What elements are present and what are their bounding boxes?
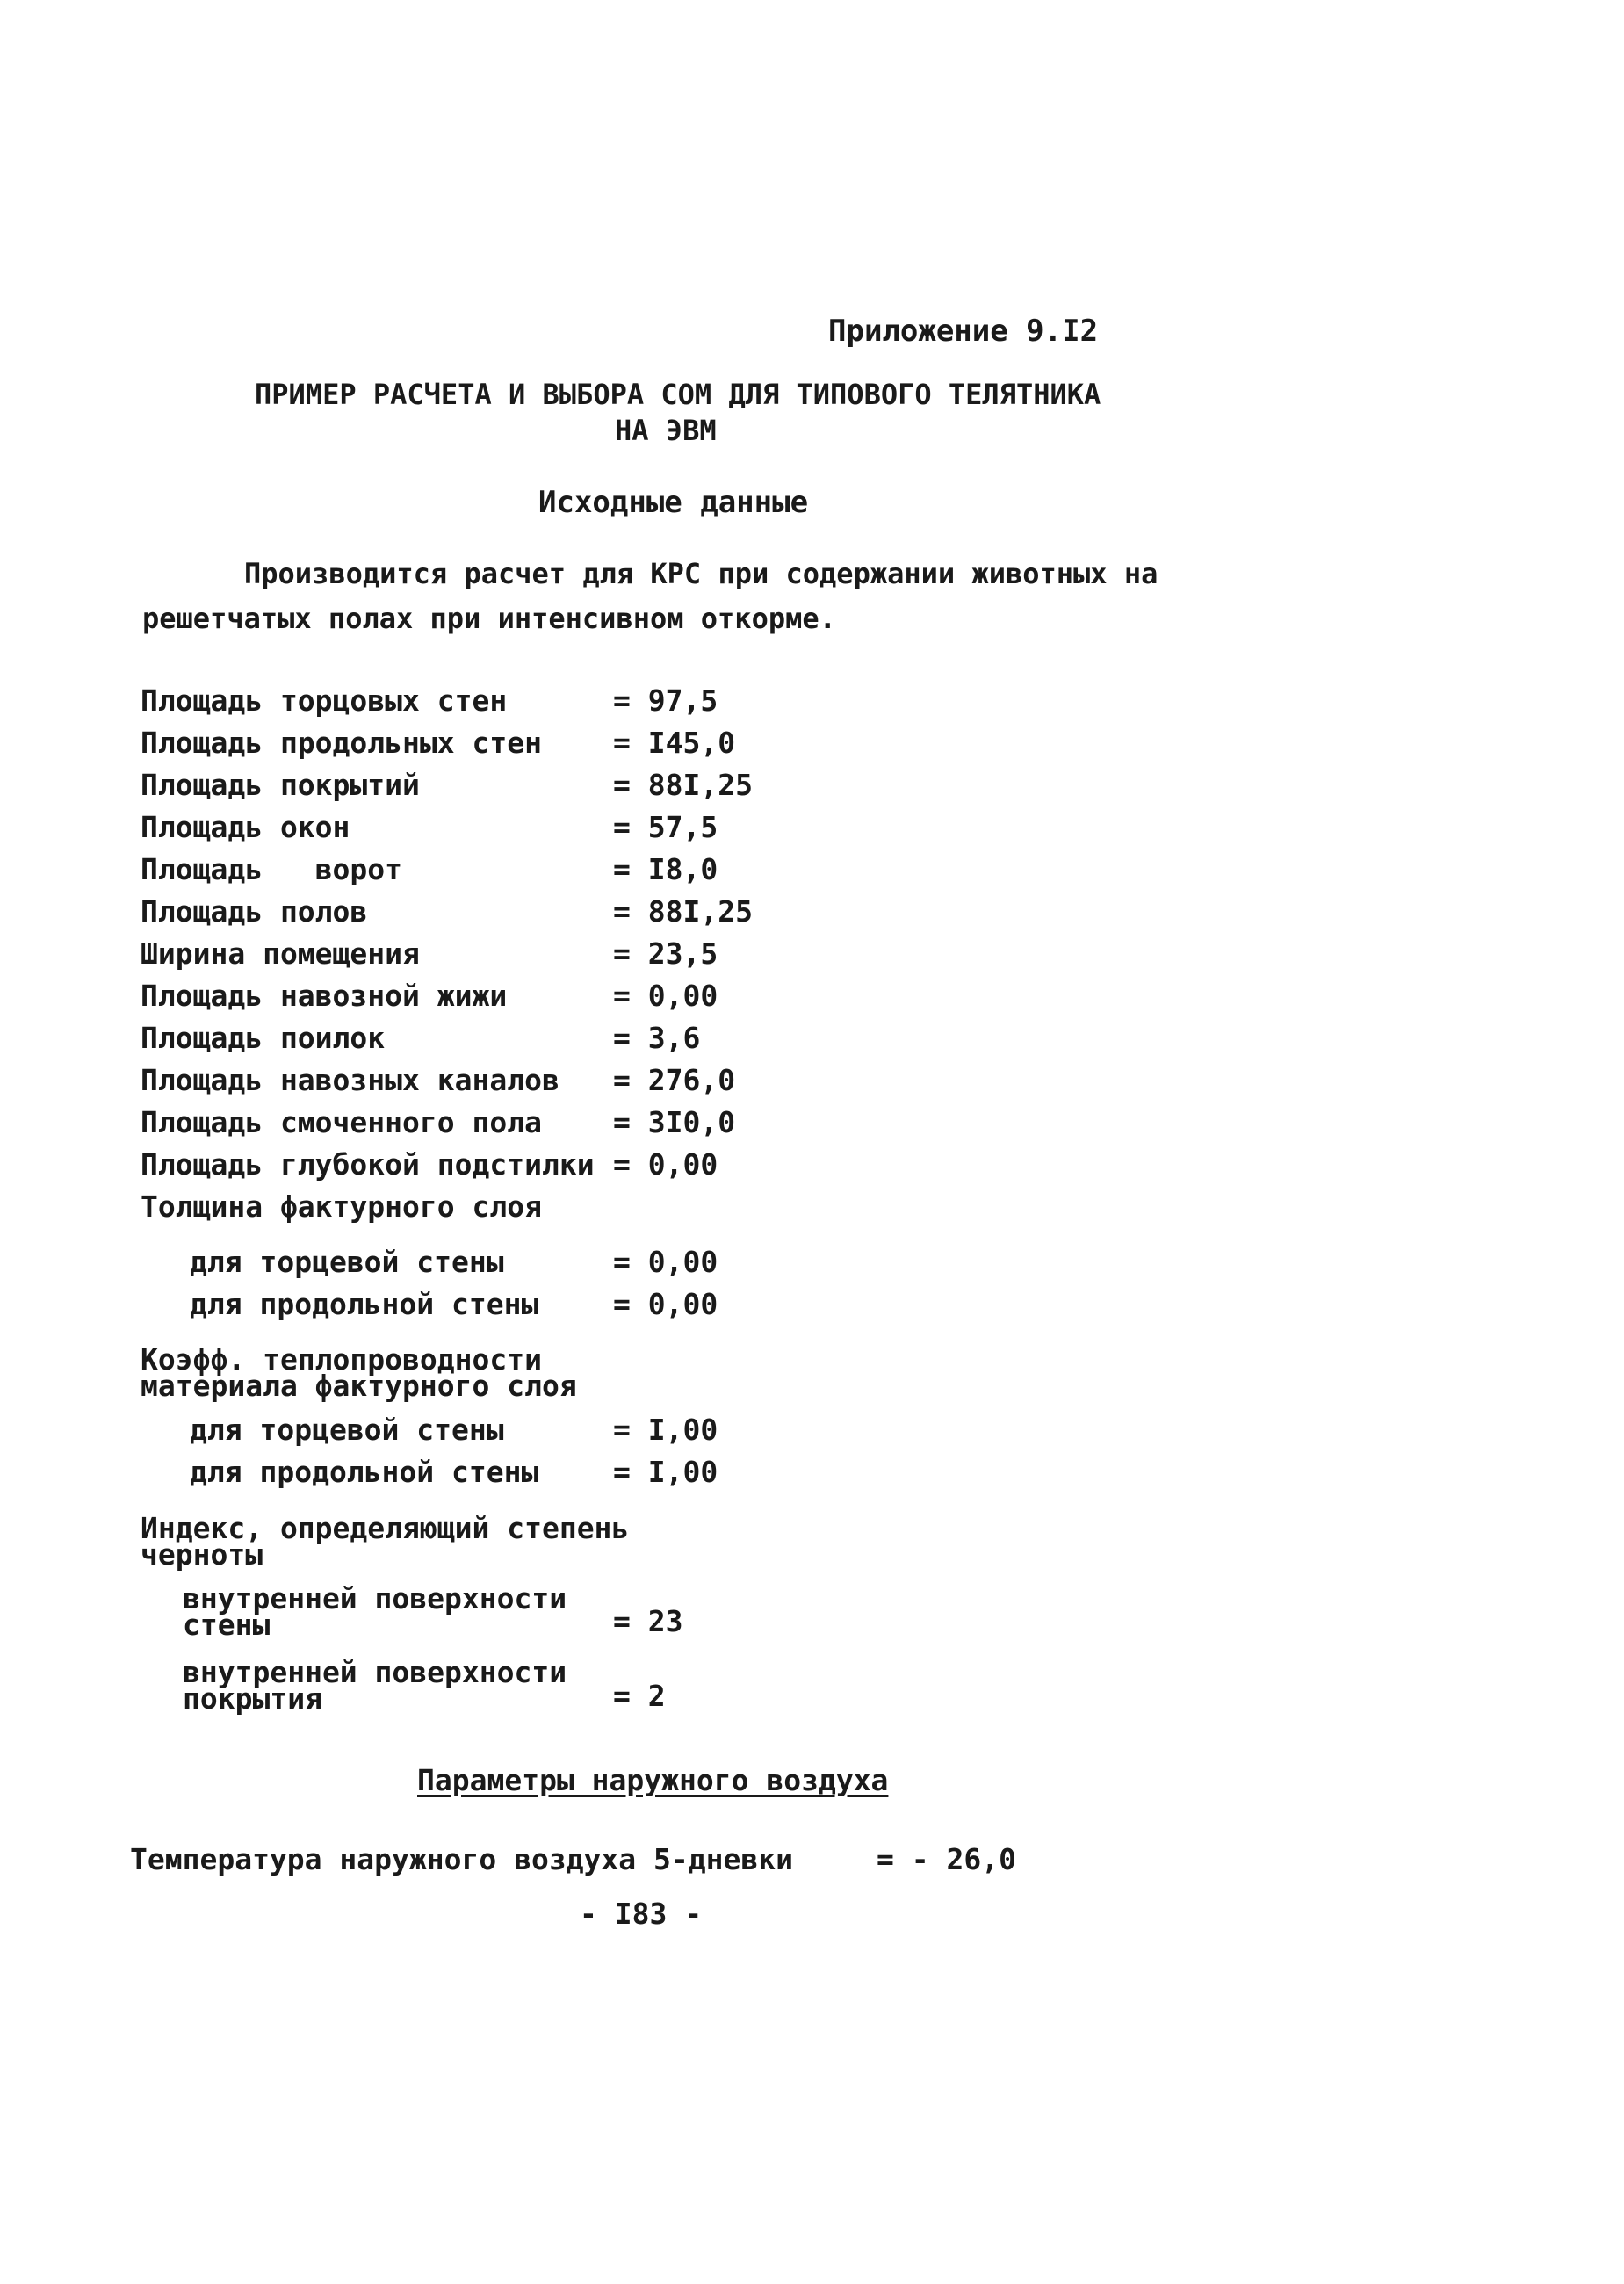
texture-end-wall-value: = 0,00	[613, 1245, 718, 1279]
param-value: = 57,5	[613, 810, 718, 844]
section-heading-outdoor: Параметры наружного воздуха	[417, 1763, 889, 1797]
param-value: = 276,0	[613, 1063, 736, 1097]
param-value: = I8,0	[613, 852, 718, 886]
conductivity-end-wall-label: для торцевой стены	[190, 1413, 504, 1447]
param-value: = 88I,25	[613, 894, 753, 929]
blackness-heading-line2: черноты	[141, 1537, 263, 1572]
appendix-label: Приложение 9.I2	[828, 314, 1099, 349]
param-label: Площадь глубокой подстилки	[141, 1147, 595, 1182]
param-value: = 0,00	[613, 1147, 718, 1182]
param-label: Площадь окон	[141, 810, 350, 844]
param-label: Площадь навозной жижи	[141, 979, 508, 1013]
blackness-wall-value: = 23	[613, 1604, 683, 1638]
document-title-line1: ПРИМЕР РАСЧЕТА И ВЫБОРА СОМ ДЛЯ ТИПОВОГО ТЕЛЯТНИКА	[255, 378, 1101, 411]
blackness-heading-line1: Индекс, определяющий степень	[141, 1511, 630, 1545]
param-value: = 23,5	[613, 936, 718, 971]
param-label: Площадь смоченного пола	[141, 1105, 542, 1139]
conductivity-long-wall-label: для продольной стены	[190, 1455, 539, 1489]
texture-long-wall-label: для продольной стены	[190, 1287, 539, 1321]
intro-paragraph-line2: решетчатых полах при интенсивном откорме.	[142, 602, 836, 635]
outdoor-temp-label: Температура наружного воздуха 5-дневки	[130, 1842, 793, 1876]
param-label: Ширина помещения	[141, 936, 420, 971]
texture-end-wall-label: для торцевой стены	[190, 1245, 504, 1279]
param-value: = 97,5	[613, 683, 718, 718]
blackness-wall-label-line1: внутренней поверхности	[183, 1581, 567, 1615]
document-title-line2: НА ЭВМ	[615, 414, 717, 447]
blackness-roof-label-line2: покрытия	[183, 1681, 322, 1716]
conductivity-heading-line1: Коэфф. теплопроводности	[141, 1342, 542, 1377]
param-label: Площадь навозных каналов	[141, 1063, 559, 1097]
section-heading-initial: Исходные данные	[538, 485, 809, 520]
blackness-roof-value: = 2	[613, 1679, 666, 1713]
blackness-roof-label-line1: внутренней поверхности	[183, 1655, 567, 1689]
param-label: Площадь покрытий	[141, 768, 420, 802]
param-label: Площадь торцовых стен	[141, 683, 508, 718]
param-label: Площадь продольных стен	[141, 726, 542, 760]
param-label: Площадь ворот	[141, 852, 403, 886]
param-value: = 3,6	[613, 1021, 701, 1055]
texture-long-wall-value: = 0,00	[613, 1287, 718, 1321]
page-number: - I83 -	[580, 1897, 703, 1931]
param-value: = 88I,25	[613, 768, 753, 802]
param-label: Площадь поилок	[141, 1021, 386, 1055]
param-value: = I45,0	[613, 726, 736, 760]
conductivity-end-wall-value: = I,00	[613, 1413, 718, 1447]
conductivity-heading-line2: материала фактурного слоя	[141, 1369, 577, 1403]
texture-layer-heading: Толщина фактурного слоя	[141, 1189, 542, 1224]
outdoor-temp-value: = - 26,0	[877, 1842, 1016, 1876]
blackness-wall-label-line2: стены	[183, 1608, 271, 1642]
param-value: = 3I0,0	[613, 1105, 736, 1139]
conductivity-long-wall-value: = I,00	[613, 1455, 718, 1489]
param-value: = 0,00	[613, 979, 718, 1013]
intro-paragraph-line1: Производится расчет для КРС при содержании животных на	[244, 557, 1158, 590]
param-label: Площадь полов	[141, 894, 368, 929]
